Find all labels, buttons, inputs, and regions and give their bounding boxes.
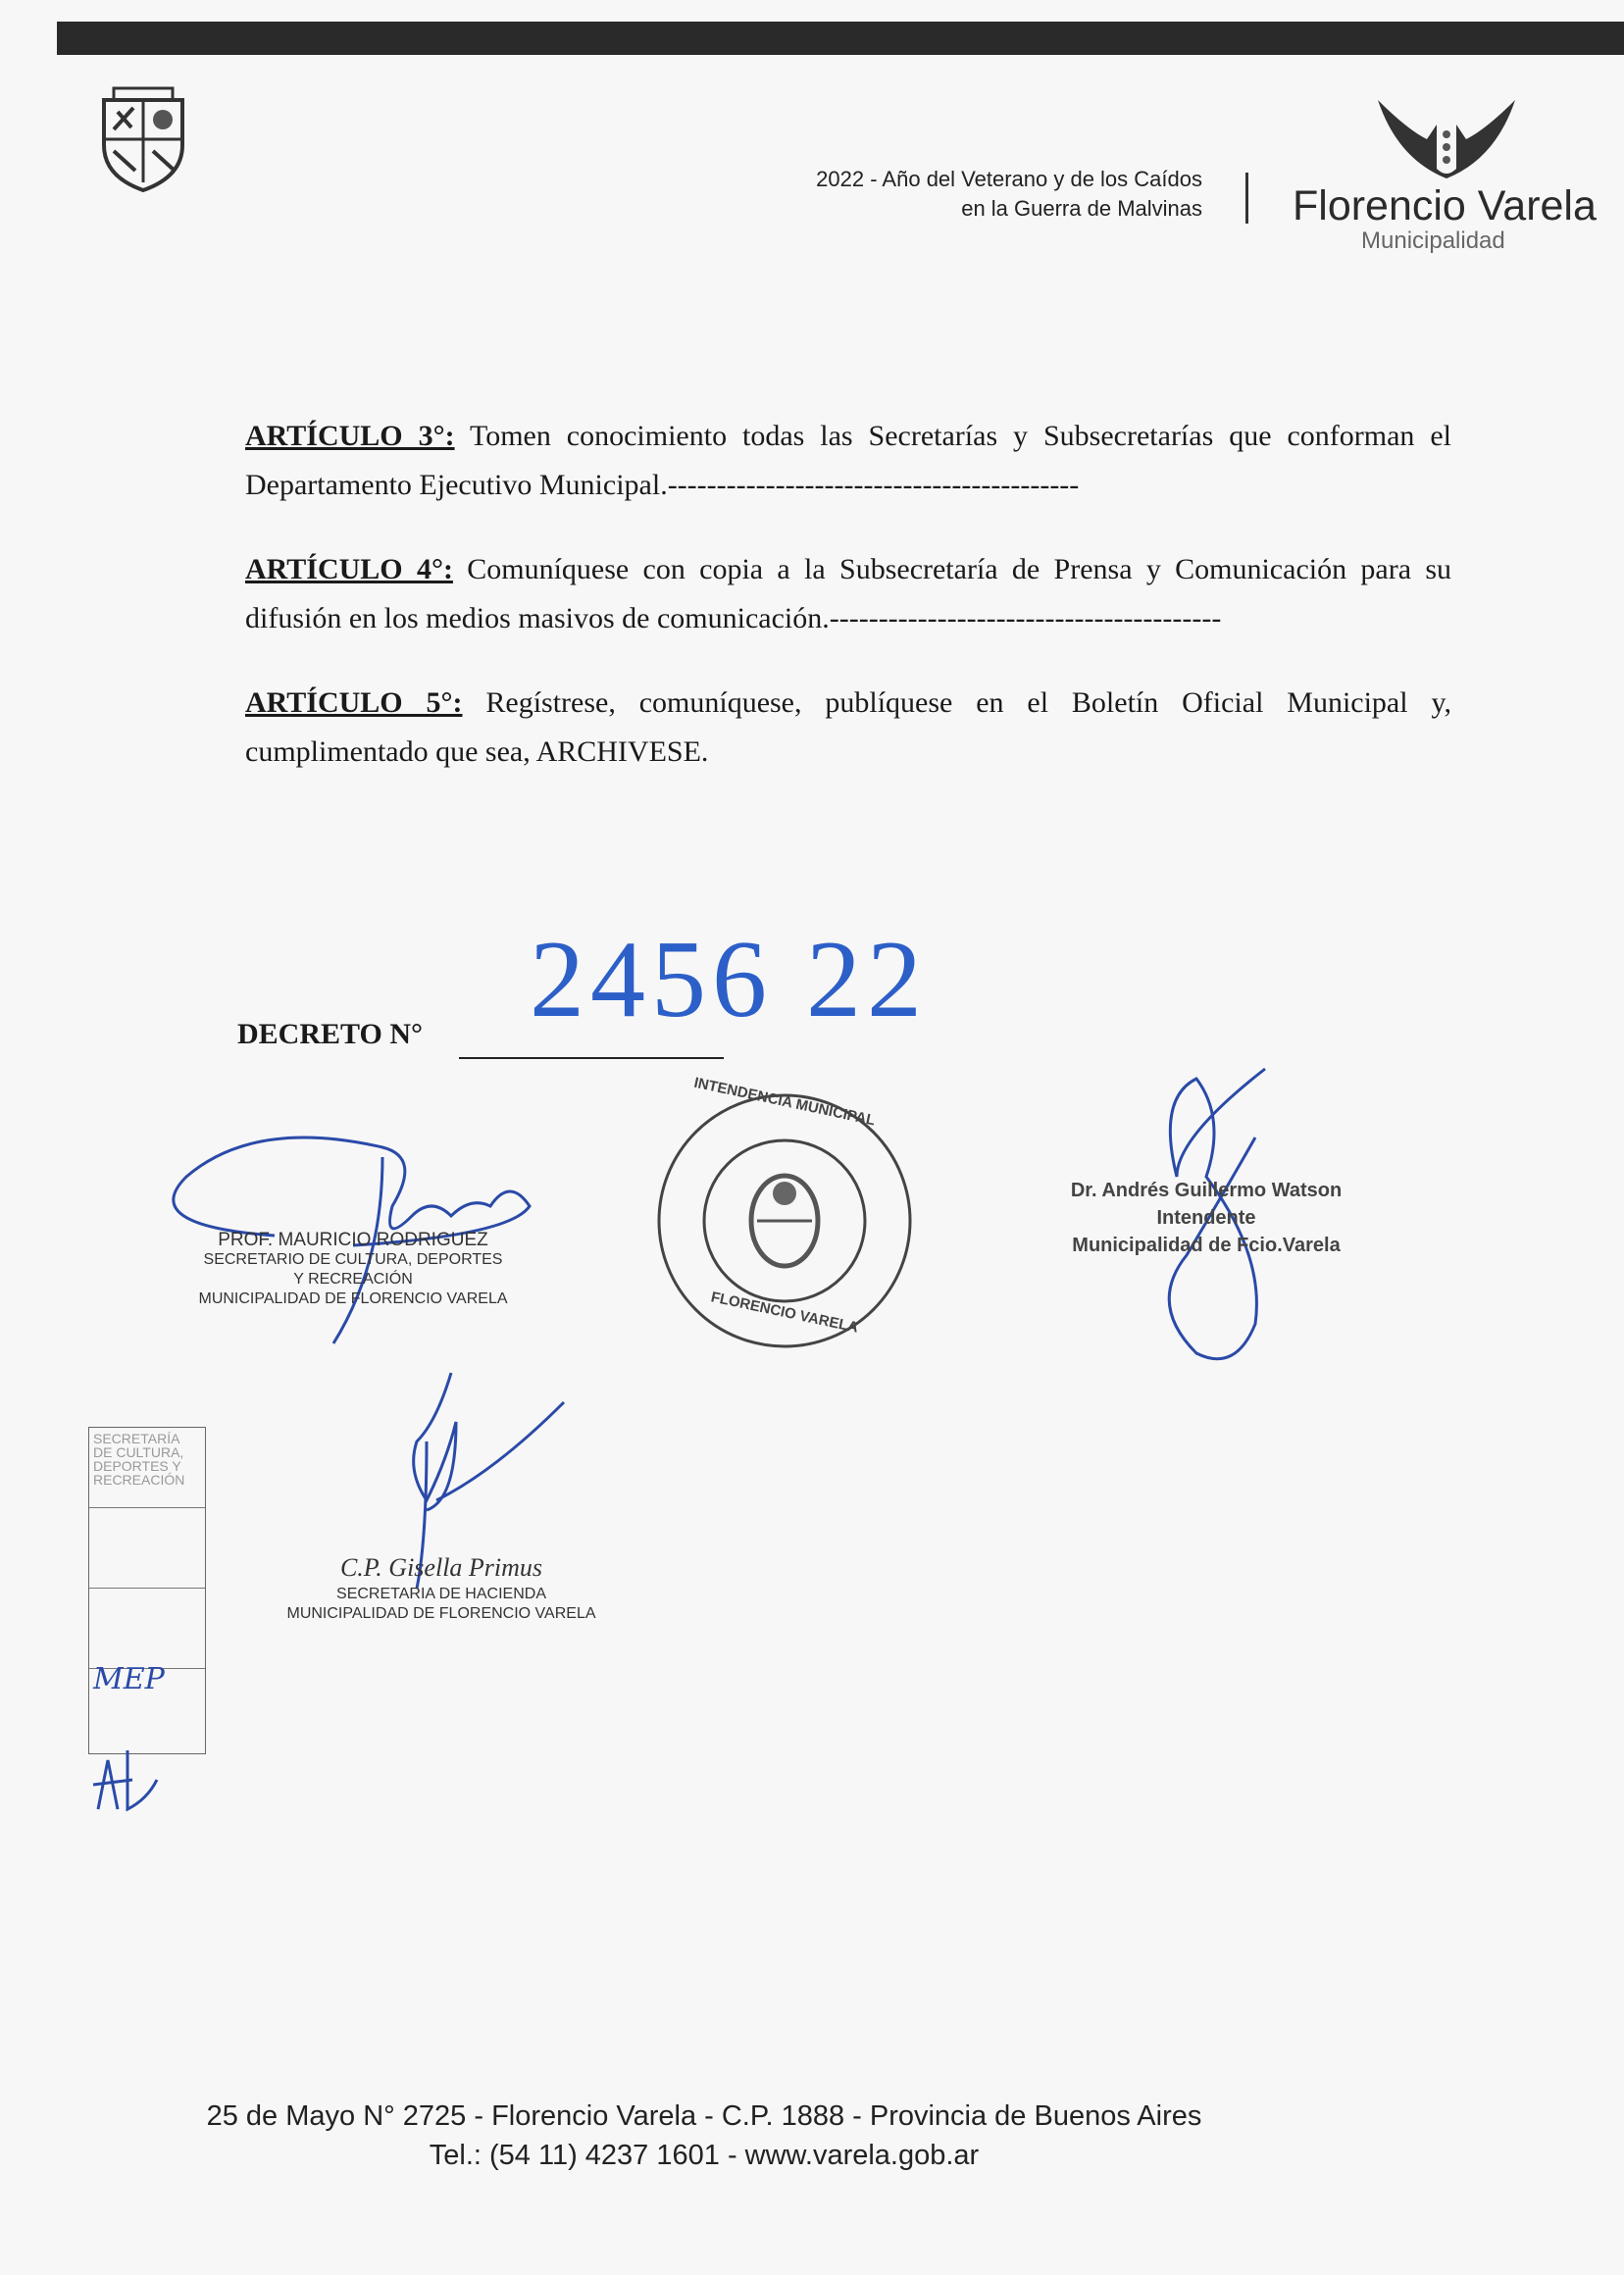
signer-name: Dr. Andrés Guillermo Watson xyxy=(1070,1180,1343,1201)
article-body: Regístrese, comuníquese, publíquese en el Boletín Oficial Municipal y, cumplimentado que sea, ARCHIVESE. xyxy=(245,686,1452,768)
article-heading: ARTÍCULO 4°: xyxy=(245,553,453,585)
article-heading: ARTÍCULO 3°: xyxy=(245,420,455,452)
seal-top-text: INTENDENCIA MUNICIPAL xyxy=(692,1074,877,1130)
municipal-crest-icon xyxy=(98,86,188,194)
seal-bottom-text: FLORENCIO VARELA xyxy=(709,1289,860,1337)
decree-number-stamp: 2456 22 xyxy=(530,919,928,1040)
florencio-varela-logo-icon xyxy=(1368,90,1525,188)
signer-title: SECRETARIO DE CULTURA, DEPORTES xyxy=(203,1251,503,1268)
signer-name: C.P. Gisella Primus xyxy=(339,1553,543,1582)
signature-bottom-block xyxy=(245,1551,637,1624)
header-divider xyxy=(1245,173,1248,224)
header-motto xyxy=(816,165,1202,224)
signer-title: Intendente xyxy=(1156,1207,1256,1229)
article-4 xyxy=(245,545,1451,643)
scan-top-bar xyxy=(57,22,1624,55)
signer-title: SECRETARIA DE HACIENDA xyxy=(336,1586,546,1602)
motto-line-2: en la Guerra de Malvinas xyxy=(961,196,1202,221)
footer-contact: Tel.: (54 11) 4237 1601 - www.varela.gob.ar xyxy=(429,2140,980,2171)
stamp-handwriting: MEP xyxy=(93,1662,165,1696)
decree-label: DECRETO N° xyxy=(237,1018,423,1050)
stamp-cell: SECRETARÍA DE CULTURA, DEPORTES Y RECREACIÓN xyxy=(89,1428,205,1508)
article-3 xyxy=(245,412,1451,510)
signer-org: MUNICIPALIDAD DE FLORENCIO VARELA xyxy=(198,1290,508,1307)
signer-name: PROF. MAURICIO RODRIGUEZ xyxy=(218,1230,488,1250)
article-5 xyxy=(245,679,1451,777)
articles-section xyxy=(245,382,1451,812)
article-body: Comuníquese con copia a la Subsecretaría de Prensa y Comunicación para su difusión en los medios masivos de comunicación.---------------------------------------- xyxy=(245,553,1452,634)
stamp-cell xyxy=(89,1589,205,1669)
signature-left-block xyxy=(167,1231,539,1309)
article-body: Tomen conocimiento todas las Secretarías y Subsecretarías que conforman el Departamento Ejecutivo Municipal.------------------------------------------ xyxy=(245,420,1451,501)
decree-underline xyxy=(459,1057,724,1059)
stamp-cell xyxy=(89,1508,205,1589)
signer-title: Y RECREACIÓN xyxy=(293,1271,413,1288)
footer-address: 25 de Mayo N° 2725 - Florencio Varela - C.P. 1888 - Provincia de Buenos Aires xyxy=(206,2100,1202,2132)
brand-name: Florencio Varela xyxy=(1293,182,1597,229)
signer-org: MUNICIPALIDAD DE FLORENCIO VARELA xyxy=(286,1605,596,1622)
article-heading: ARTÍCULO 5°: xyxy=(245,686,463,719)
approval-stamp-box xyxy=(88,1427,206,1754)
signature-right-block xyxy=(1044,1177,1368,1259)
signer-org: Municipalidad de Fcio.Varela xyxy=(1072,1235,1341,1256)
motto-line-1: 2022 - Año del Veterano y de los Caídos xyxy=(816,167,1202,191)
brand-subtitle: Municipalidad xyxy=(1361,228,1505,254)
stamp-cell xyxy=(89,1662,205,1749)
